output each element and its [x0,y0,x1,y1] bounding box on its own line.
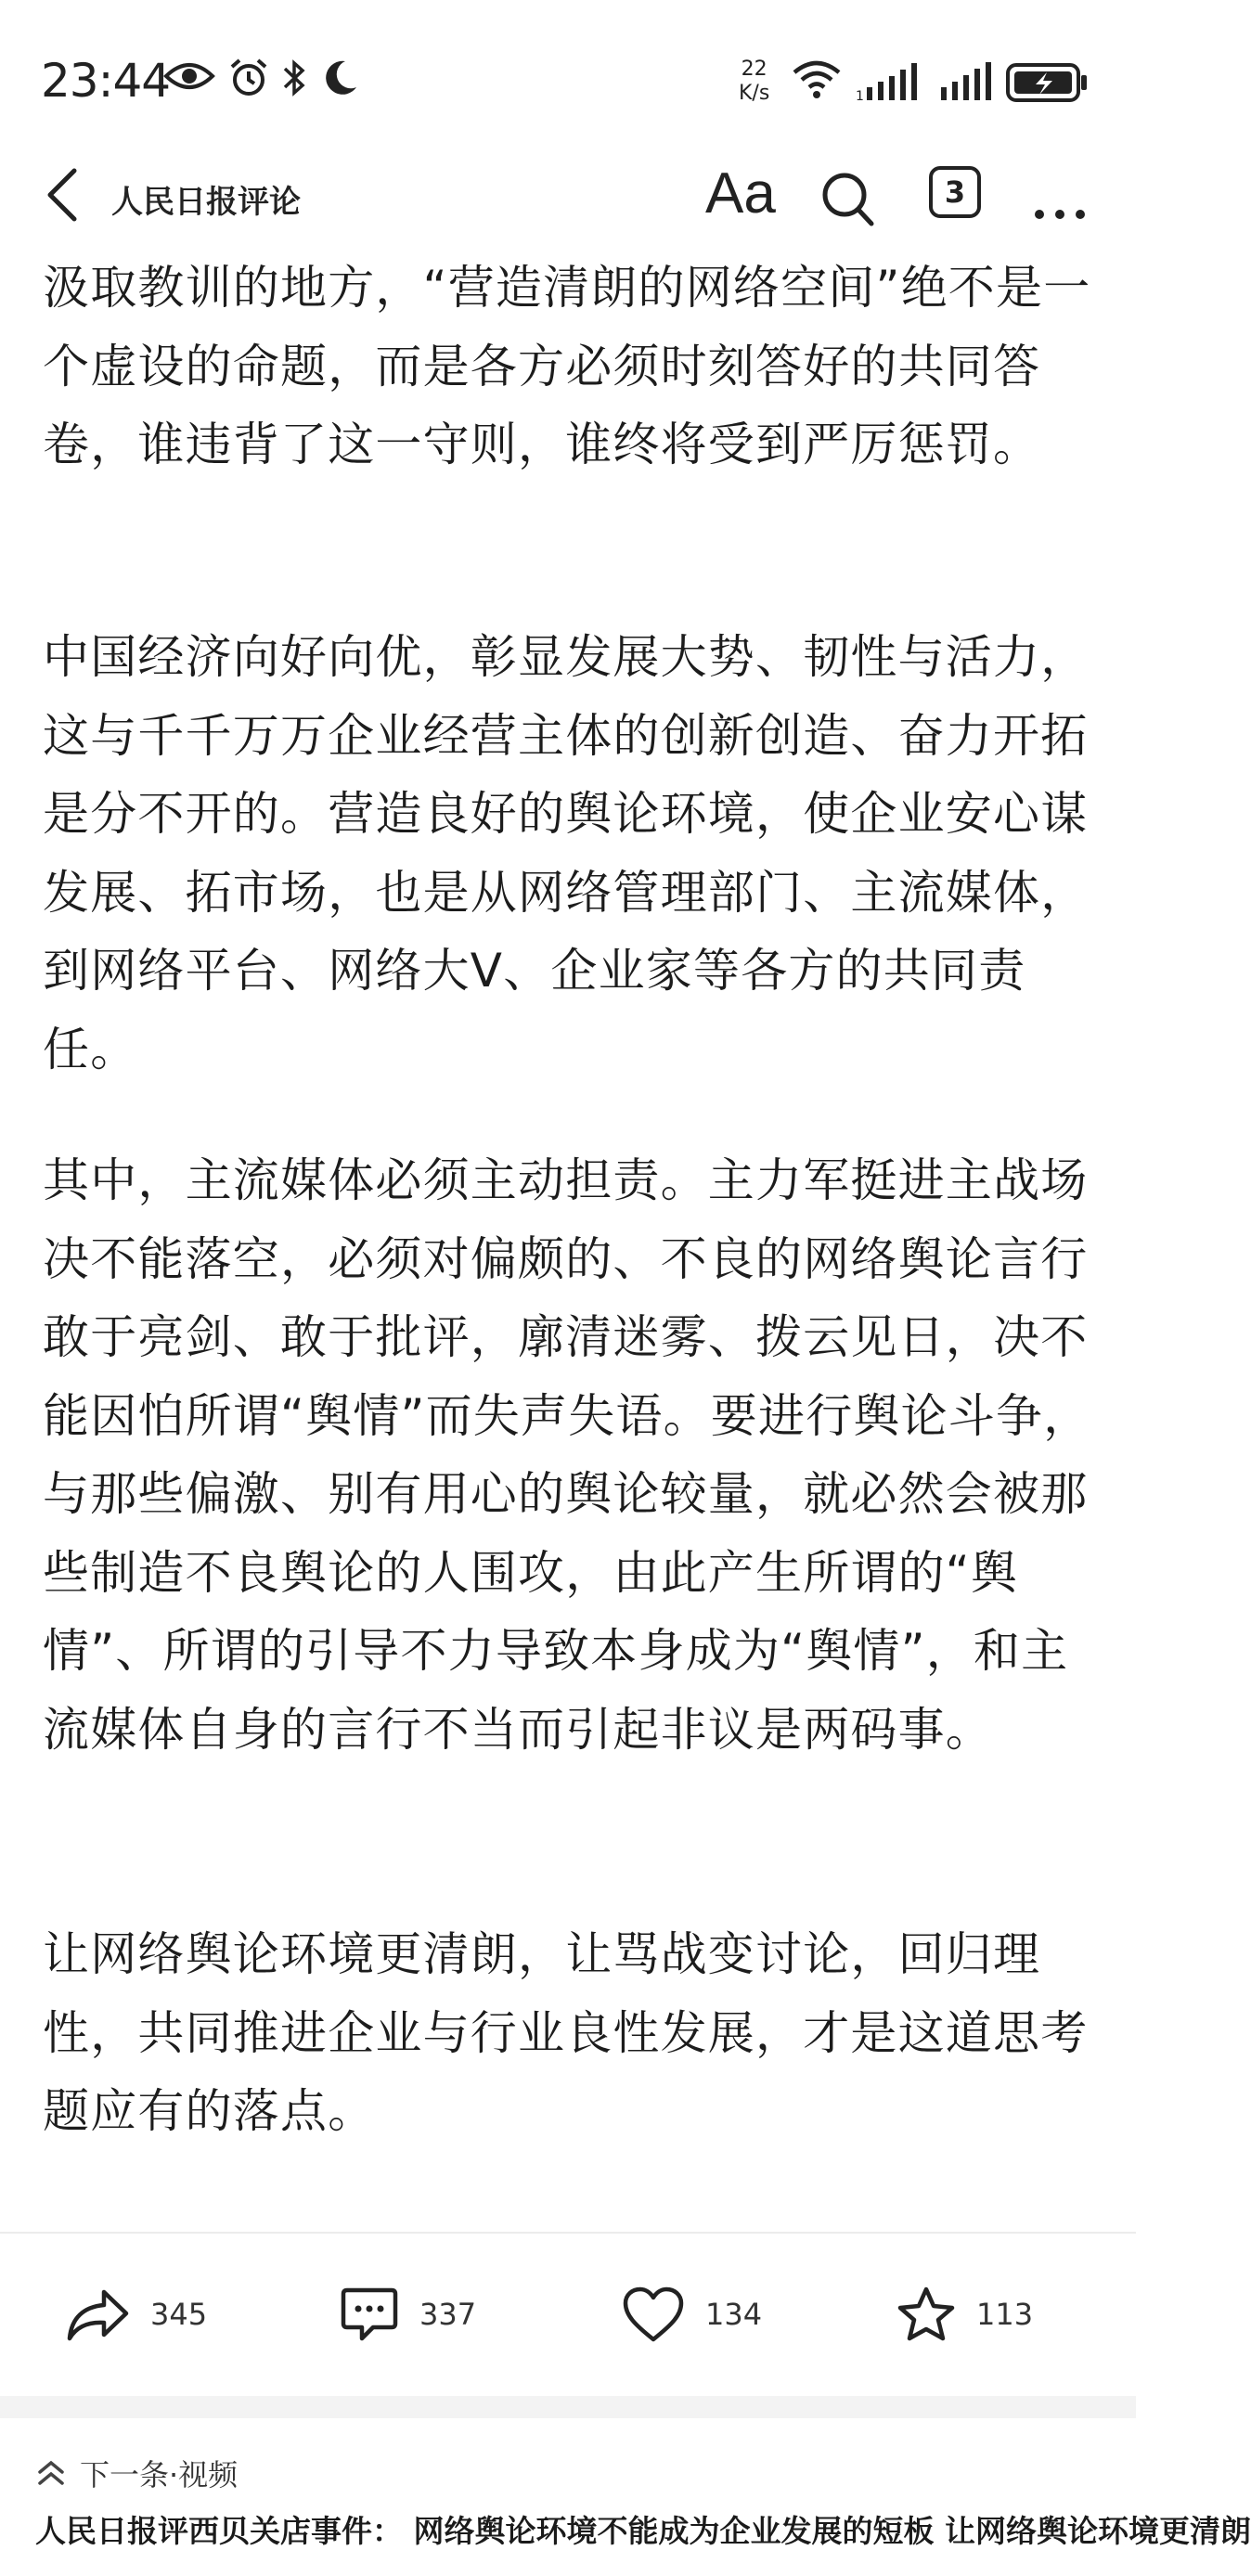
next-article-title[interactable]: 人民日报评西贝关店事件： 网络舆论环境不能成为企业发展的短板 让网络舆论环境更清朗 [35,2513,1251,2549]
comment-button[interactable] [340,2279,476,2350]
favorite-button[interactable] [896,2279,1033,2350]
article-paragraph: 让网络舆论环境更清朗，让骂战变讨论，回归理性，共同推进企业与行业良性发展，才是这道思考题应有的落点。 [43,1927,1089,2138]
double-chevron-up-icon [35,2459,67,2487]
nav-bar [0,148,1136,241]
status-time: 23:44 [41,54,171,108]
share-button[interactable] [67,2279,207,2350]
battery-charging-icon [1006,63,1090,102]
back-button[interactable] [39,165,85,225]
eye-icon [163,58,215,95]
net-speed-unit: K/s [739,82,770,105]
next-item-card[interactable] [0,2418,1251,2576]
article-paragraph: 中国经济向好向优，彰显发展大势、韧性与活力，这与千千万万企业经营主体的创新创造、奋力开拓是分不开的。营造良好的舆论环境，使企业安心谋发展、拓市场，也是从网络管理部门、主流媒体，到网络平台、网络大V、企业家等各方的共同责任。 [43,630,1089,1076]
status-bar [0,0,1136,139]
share-count: 345 [150,2297,208,2332]
net-speed [739,58,769,106]
signal-icon [856,61,926,102]
font-size-button[interactable]: Aa [705,161,776,225]
divider [0,2232,1136,2234]
account-title[interactable]: 人民日报评论 [111,184,301,221]
net-speed-value: 22 [741,58,767,81]
alarm-icon [228,58,269,98]
action-bar [0,2235,1136,2394]
share-icon [67,2286,130,2342]
tab-count: 3 [944,174,966,210]
signal-icon [939,61,995,102]
favorite-count: 113 [976,2297,1034,2332]
article-paragraph: 其中，主流媒体必须主动担责。主力军挺进主战场决不能落空，必须对偏颇的、不良的网络舆论言行敢于亮剑、敢于批评，廓清迷雾、拨云见日，决不能因怕所谓“舆情”而失声失语。要进行舆论斗争，与那些偏激、别有用心的舆论较量，就必然会被那些制造不良舆论的人围攻，由此产生所谓的“舆情”、所谓的引导不力导致本身成为“舆情”，和主流媒体自身的言行不当而引起非议是两码事。 [43,1153,1091,1757]
next-label: 下一条·视频 [80,2457,239,2492]
moon-icon [321,58,360,98]
search-icon[interactable] [820,167,876,232]
more-icon[interactable] [1032,182,1088,247]
star-icon [896,2286,956,2343]
heart-icon [622,2286,685,2343]
comment-count: 337 [419,2297,477,2332]
bluetooth-icon [280,58,308,98]
article-paragraph: 汲取教训的地方，“营造清朗的网络空间”绝不是一个虚设的命题，而是各方必须时刻答好的共同答卷，谁违背了这一守则，谁终将受到严厉惩罚。 [43,261,1091,471]
comment-icon [340,2285,399,2344]
wifi-icon [791,59,843,100]
like-button[interactable] [622,2279,762,2350]
section-separator [0,2396,1136,2418]
tab-count-button[interactable] [928,165,982,219]
like-count: 134 [705,2297,763,2332]
svg-text:1: 1 [856,89,864,104]
next-label-row [35,2452,238,2494]
